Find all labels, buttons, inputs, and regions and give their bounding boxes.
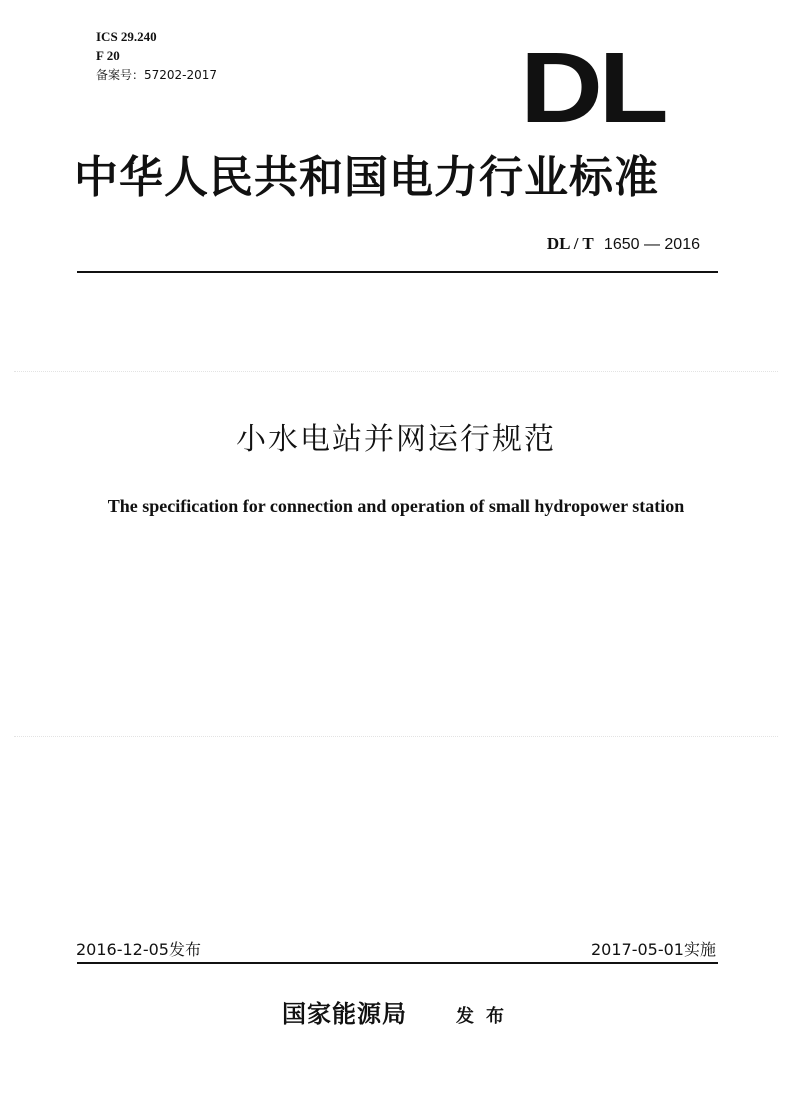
dl-logo: DL: [520, 50, 665, 126]
ccs-code: F 20: [96, 48, 120, 63]
footer-divider: [77, 962, 718, 964]
header-divider: [77, 271, 718, 273]
scan-guide-line: [14, 736, 778, 737]
document-title-chinese: 小水电站并网运行规范: [236, 422, 556, 457]
issue-date: 2016-12-05发布: [76, 940, 201, 959]
ics-code: ICS 29.240: [96, 29, 157, 44]
standard-code-number: 1650 — 2016: [603, 236, 700, 253]
standard-type-heading: 中华人民共和国电力行业标准: [74, 152, 659, 203]
implementation-date: 2017-05-01实施: [591, 940, 716, 959]
scan-guide-line: [14, 371, 778, 372]
filing-number: 备案号：57202-2017: [96, 68, 218, 82]
issuing-authority: 国家能源局: [282, 1000, 407, 1028]
issuer-action: 发布: [456, 1006, 516, 1027]
standard-code-prefix: DL / T: [546, 234, 594, 253]
document-title-english: The specification for connection and operation of small hydropower station: [107, 496, 685, 516]
standard-code: [500, 234, 700, 255]
